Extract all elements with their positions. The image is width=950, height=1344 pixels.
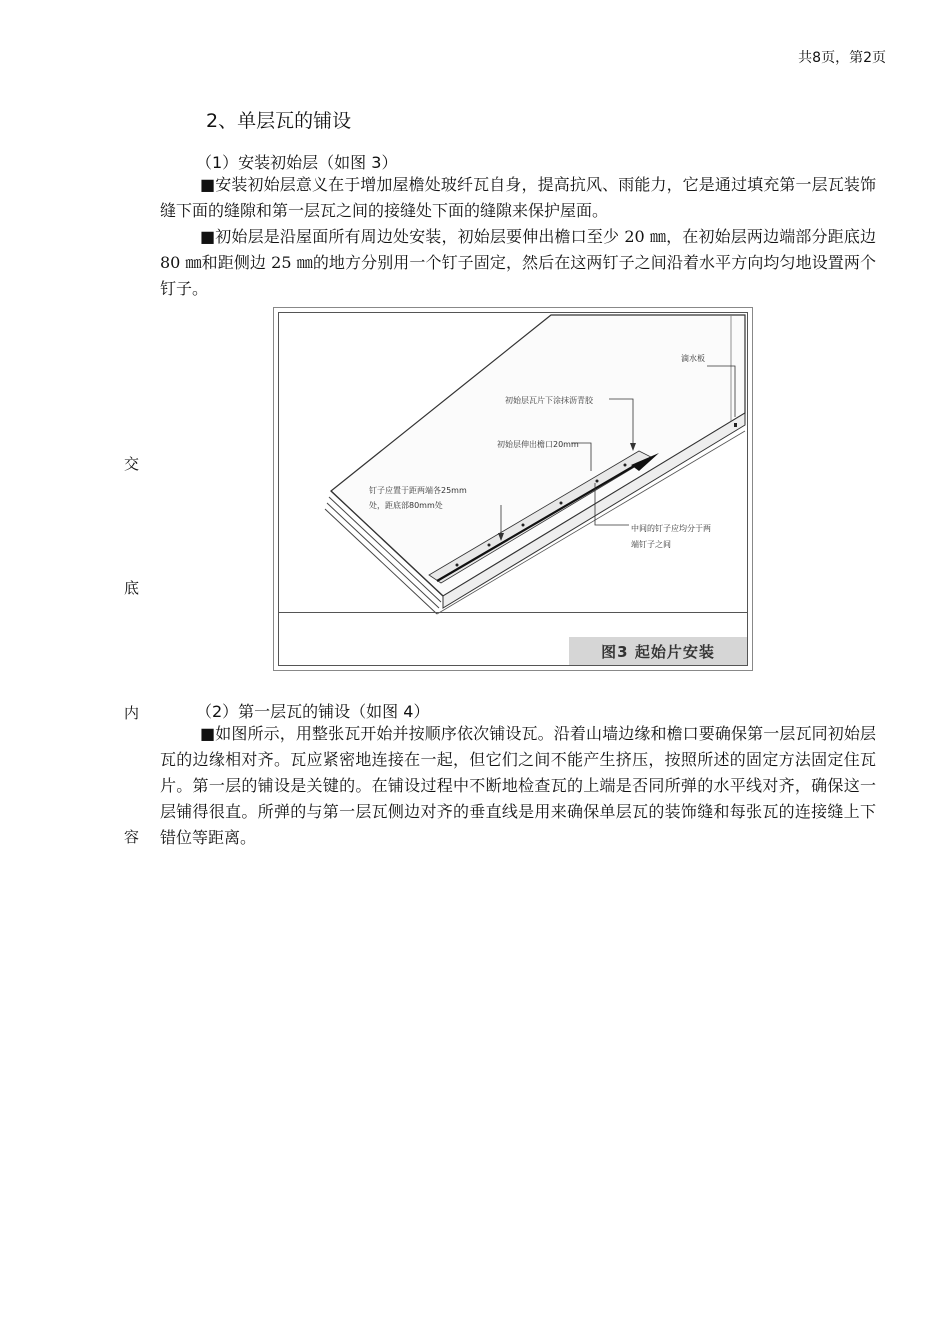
paragraph-first-course: ■如图所示，用整张瓦开始并按顺序依次铺设瓦。沿着山墙边缘和檐口要确保第一层瓦同初始层瓦的边缘相对齐。瓦应紧密地连接在一起，但它们之间不能产生挤压，按照所述的固定方法固定住瓦片。第一层的铺设是关键的。在铺设过程中不断地检查瓦的上端是否同所弹的水平线对齐，确保这一层铺得很直。所弹的与第一层瓦侧边对齐的垂直线是用来确保单层瓦的装饰缝和每张瓦的连接缝上下错位等距离。	[160, 724, 876, 847]
figure-3	[273, 307, 753, 671]
side-label-di: 底	[124, 579, 140, 597]
side-label-jiao: 交	[124, 455, 140, 473]
subsection-title-2: （2）第一层瓦的铺设（如图 4）	[196, 702, 430, 721]
figure-caption-band	[279, 612, 747, 665]
side-label-rong: 容	[124, 828, 140, 846]
paragraph-initial-layer-purpose: ■安装初始层意义在于增加屋檐处玻纤瓦自身，提高抗风、雨能力，它是通过填充第一层瓦装饰缝下面的缝隙和第一层瓦之间的接缝处下面的缝隙来保护屋面。	[160, 175, 876, 220]
paragraph-initial-layer-install: ■初始层是沿屋面所有周边处安装，初始层要伸出檐口至少 20 ㎜，在初始层两边端部分距底边 80 ㎜和距侧边 25 ㎜的地方分别用一个钉子固定，然后在这两钉子之间沿着水平方向均匀地设置两个钉子。	[160, 227, 876, 298]
nail-2	[488, 544, 491, 547]
figure-frame	[278, 312, 748, 666]
nail-4	[560, 502, 563, 505]
subsection-title-1: （1）安装初始层（如图 3）	[196, 153, 398, 172]
nail-1	[456, 564, 459, 567]
label-middle-nails-line1: 中间的钉子应均分于两	[631, 524, 711, 533]
page-number: 共8页，第2页	[798, 50, 886, 66]
drip-edge-marker	[734, 423, 737, 427]
nail-3	[522, 524, 525, 527]
figure-caption: 图3 起始片安装	[569, 637, 747, 665]
side-label-nei: 内	[124, 704, 140, 722]
label-extend-20mm: 初始层伸出檐口20mm	[497, 440, 579, 449]
nail-5	[596, 480, 599, 483]
label-drip-edge: 滴水板	[681, 354, 705, 363]
label-asphalt: 初始层瓦片下涂抹沥青胶	[505, 396, 593, 405]
label-nail-position-line1: 钉子应置于距两端各25mm	[369, 486, 467, 495]
label-middle-nails-line2: 端钉子之间	[631, 540, 671, 549]
nail-6	[624, 464, 627, 467]
label-nail-position-line2: 处，距底部80mm处	[369, 501, 443, 510]
section-title: 2、单层瓦的铺设	[206, 110, 352, 132]
